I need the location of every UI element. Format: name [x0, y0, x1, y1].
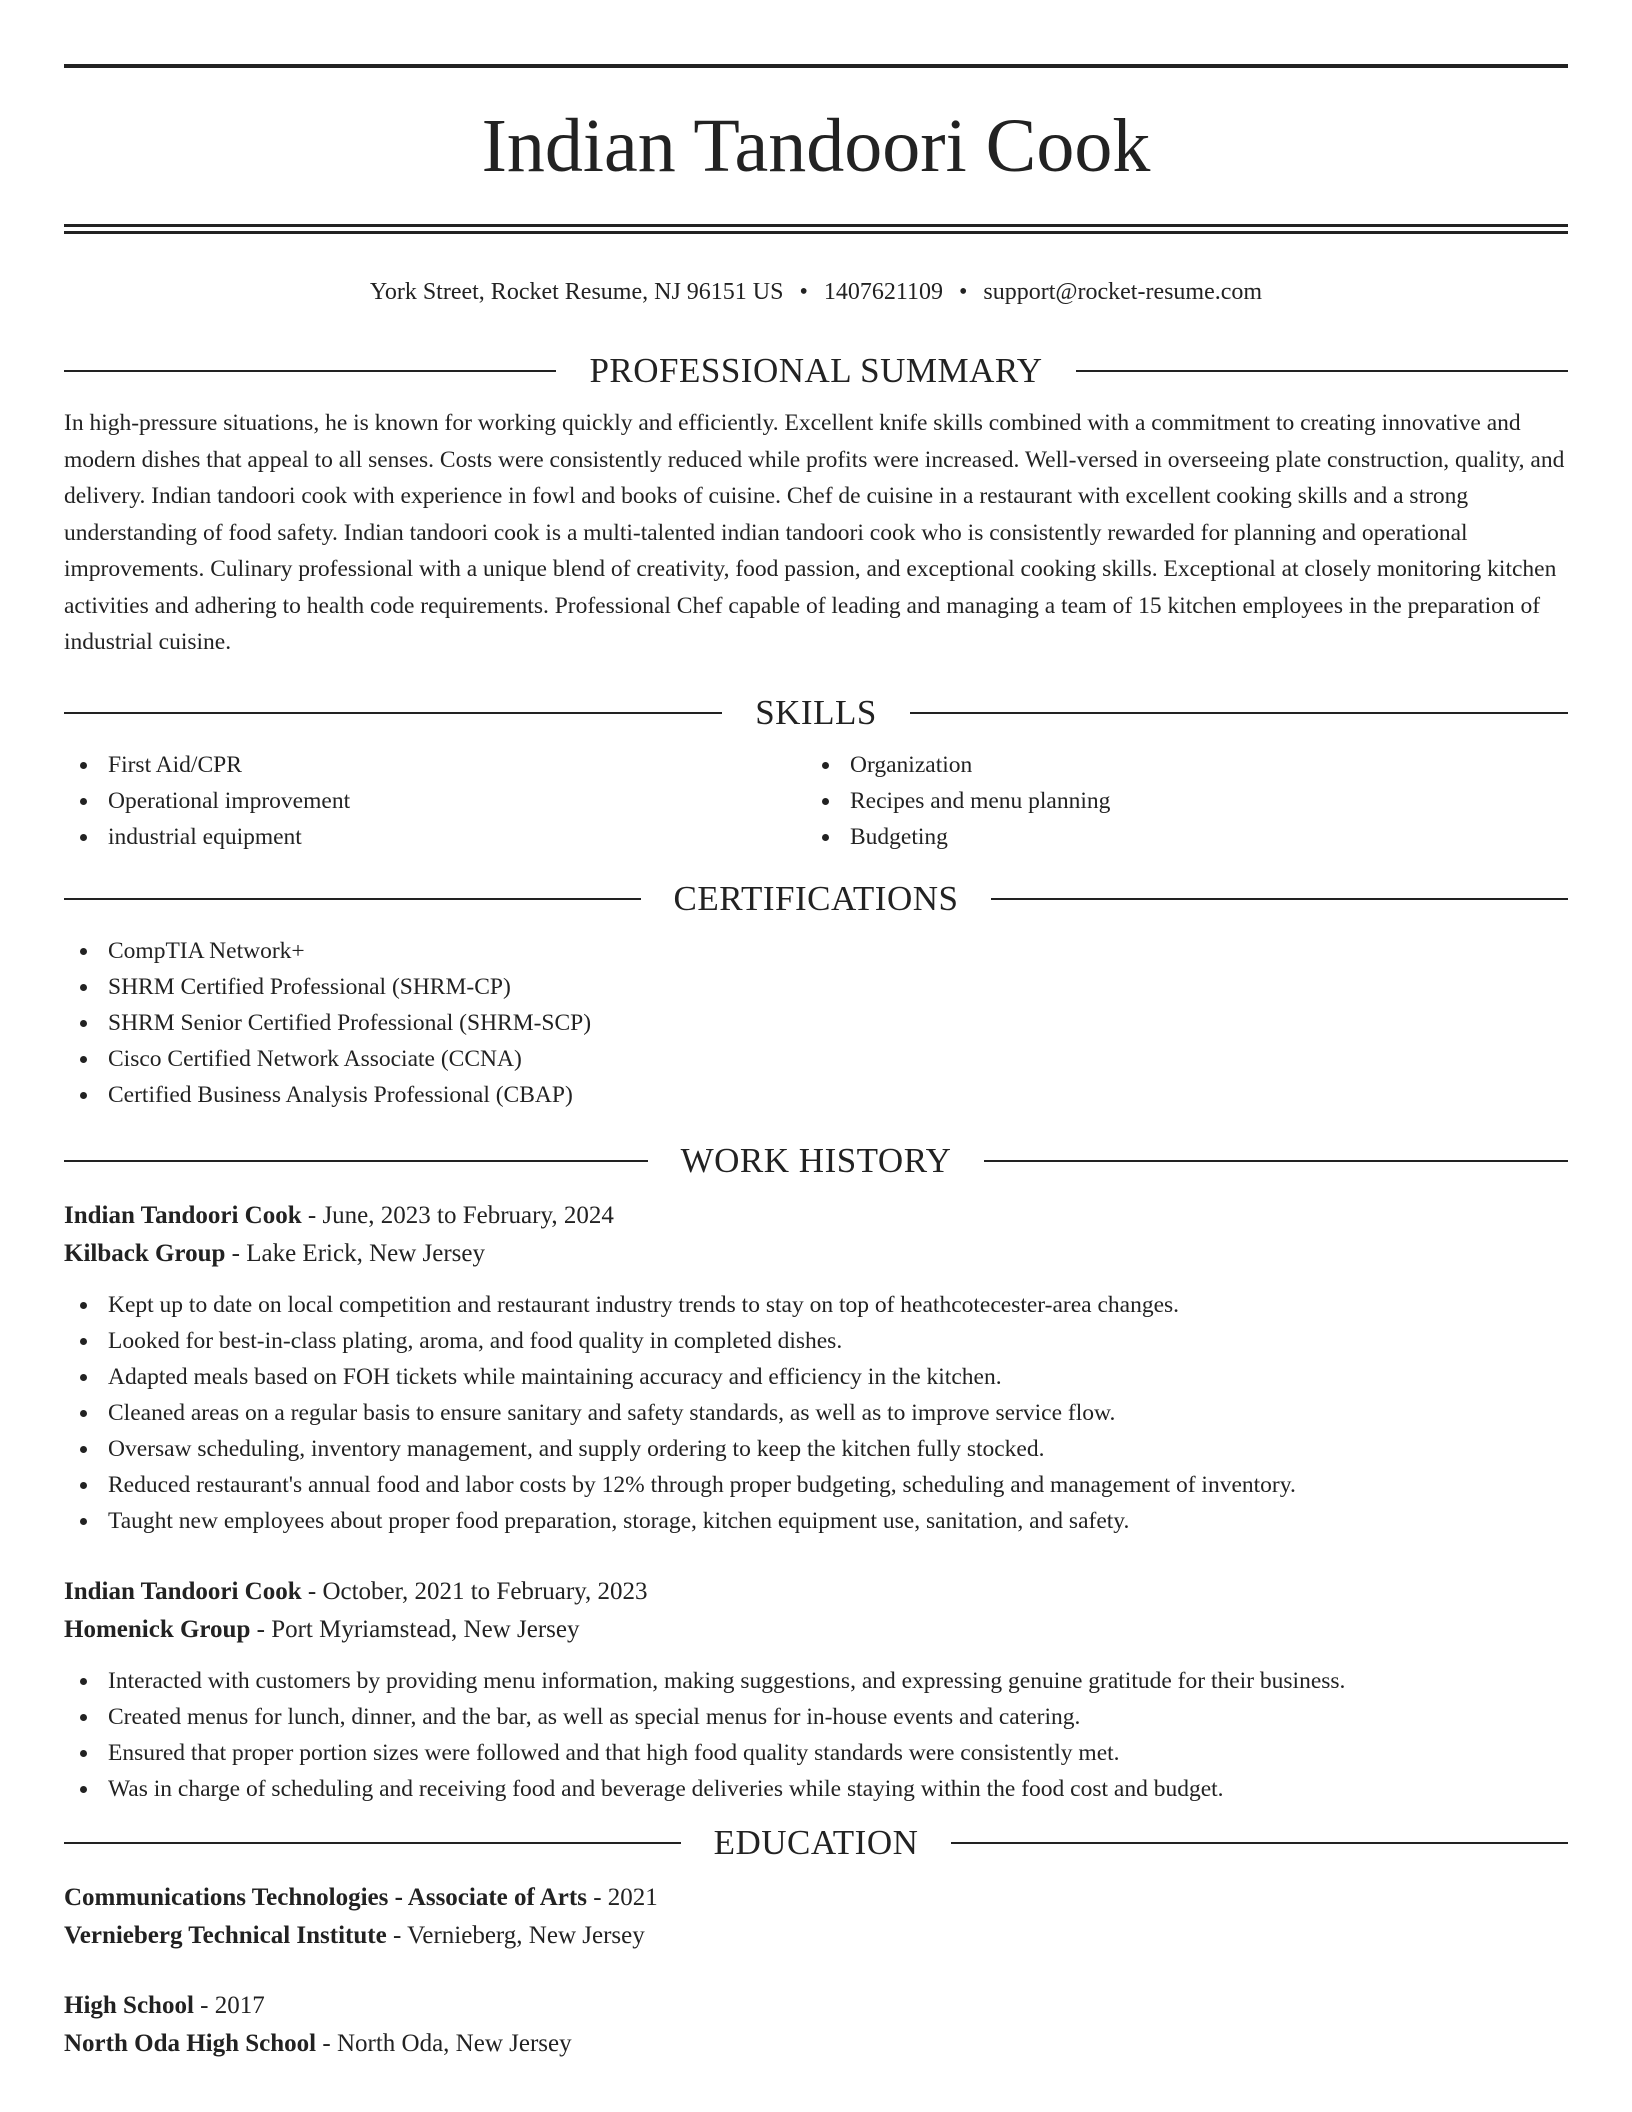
job-company-line — [64, 1611, 1568, 1649]
heading-rule-right — [910, 712, 1568, 714]
job-title-line — [64, 1573, 1568, 1611]
certification-item: CompTIA Network+ — [64, 933, 1568, 969]
job-duty: Reduced restaurant's annual food and labor costs by 12% through proper budgeting, scheduling and management of inventory. — [64, 1467, 1568, 1503]
certification-item: SHRM Certified Professional (SHRM-CP) — [64, 969, 1568, 1005]
work-history-title: WORK HISTORY — [680, 1140, 952, 1180]
contact-phone: 1407621109 — [823, 279, 943, 305]
work-history-heading — [64, 1139, 1568, 1183]
resume-name: Indian Tandoori Cook — [481, 104, 1151, 188]
certifications-title: CERTIFICATIONS — [673, 878, 959, 918]
certifications-heading — [64, 877, 1568, 921]
education-location: - North Oda, New Jersey — [316, 2029, 572, 2057]
education-location: - Vernieberg, New Jersey — [386, 1921, 645, 1949]
education-degree-line — [64, 1879, 1568, 1917]
education-school: North Oda High School — [64, 2029, 317, 2057]
job-dates: - June, 2023 to February, 2024 — [301, 1201, 614, 1229]
education-degree-line — [64, 1987, 1568, 2025]
summary-title: PROFESSIONAL SUMMARY — [589, 351, 1043, 390]
heading-rule-right — [1076, 370, 1568, 372]
contact-address: York Street, Rocket Resume, NJ 96151 US — [369, 279, 784, 305]
skill-item: First Aid/CPR — [64, 747, 806, 783]
job-company: Kilback Group — [64, 1239, 226, 1267]
heading-rule-left — [64, 1842, 681, 1844]
skill-item: Organization — [806, 747, 1548, 783]
heading-rule-left — [64, 1160, 648, 1162]
job-location: - Lake Erick, New Jersey — [225, 1239, 485, 1267]
job-duty: Ensured that proper portion sizes were followed and that high food quality standards were consistently met. — [64, 1735, 1568, 1771]
summary-text: In high-pressure situations, he is known for working quickly and efficiently. Excellent knife skills combined with a commitment to creating innovative and modern dishes that appeal to all senses. Costs were consistently reduced while profits were increased. Well-versed in overseeing plate construction, quality, and delivery. Indian tandoori cook with experience in fowl and books of cuisine. Chef de cuisine in a restaurant with excellent cooking skills and a strong understanding of food safety. Indian tandoori cook is a multi-talented indian tandoori cook who is consistently rewarded for planning and operational improvements. Culinary professional with a unique blend of creativity, food passion, and exceptional cooking skills. Exceptional at closely monitoring kitchen activities and adhering to health code requirements. Professional Chef capable of leading and managing a team of 15 kitchen employees in the preparation of industrial cuisine. — [64, 410, 1565, 655]
job-duty: Oversaw scheduling, inventory management, and supply ordering to keep the kitchen fully stocked. — [64, 1431, 1568, 1467]
job-entry — [64, 1573, 1568, 1807]
education-year: - 2021 — [586, 1883, 658, 1911]
job-entry — [64, 1197, 1568, 1539]
skills-column-left — [64, 747, 806, 855]
heading-rule-right — [991, 898, 1568, 900]
job-title-line — [64, 1197, 1568, 1235]
job-company-line — [64, 1235, 1568, 1273]
education-degree: Communications Technologies - Associate of Arts — [64, 1883, 587, 1911]
job-duty: Adapted meals based on FOH tickets while maintaining accuracy and efficiency in the kitchen. — [64, 1359, 1568, 1395]
contact-separator: • — [958, 279, 968, 305]
certification-item: Certified Business Analysis Professional (CBAP) — [64, 1077, 1568, 1113]
heading-rule-right — [951, 1842, 1568, 1844]
contact-line — [64, 276, 1568, 308]
resume-page — [64, 64, 1568, 2063]
job-duty: Interacted with customers by providing menu information, making suggestions, and expressing genuine gratitude for their business. — [64, 1663, 1568, 1699]
job-duties-list — [64, 1663, 1568, 1807]
education-title: EDUCATION — [713, 1822, 919, 1862]
job-duty: Taught new employees about proper food preparation, storage, kitchen equipment use, sanitation, and safety. — [64, 1503, 1568, 1539]
job-title: Indian Tandoori Cook — [64, 1201, 302, 1229]
heading-rule-right — [984, 1160, 1568, 1162]
education-heading — [64, 1821, 1568, 1865]
skill-item: Recipes and menu planning — [806, 783, 1548, 819]
summary-heading — [64, 349, 1568, 393]
skill-item: Operational improvement — [64, 783, 806, 819]
job-duty: Created menus for lunch, dinner, and the bar, as well as special menus for in-house events and catering. — [64, 1699, 1568, 1735]
job-company: Homenick Group — [64, 1615, 251, 1643]
job-title: Indian Tandoori Cook — [64, 1577, 302, 1605]
job-duty: Kept up to date on local competition and restaurant industry trends to stay on top of heathcotecester-area changes. — [64, 1287, 1568, 1323]
contact-separator: • — [799, 279, 808, 305]
skills-title: SKILLS — [755, 692, 877, 732]
top-rule — [64, 64, 1568, 68]
education-school-line — [64, 2025, 1568, 2063]
heading-rule-left — [64, 898, 641, 900]
job-duties-list — [64, 1287, 1568, 1539]
skills-column-right — [806, 747, 1548, 855]
heading-rule-left — [64, 370, 556, 372]
job-duty: Cleaned areas on a regular basis to ensure sanitary and safety standards, as well as to improve service flow. — [64, 1395, 1568, 1431]
job-location: - Port Myriamstead, New Jersey — [250, 1615, 580, 1643]
skills-list — [64, 747, 1568, 855]
heading-rule-left — [64, 712, 722, 714]
job-dates: - October, 2021 to February, 2023 — [301, 1577, 648, 1605]
contact-email: support@rocket-resume.com — [983, 279, 1263, 305]
skill-item: Budgeting — [806, 819, 1548, 855]
certification-item: SHRM Senior Certified Professional (SHRM-SCP) — [64, 1005, 1568, 1041]
education-school: Vernieberg Technical Institute — [64, 1921, 387, 1949]
education-entry — [64, 1987, 1568, 2063]
education-degree: High School — [64, 1991, 194, 2019]
education-year: - 2017 — [193, 1991, 265, 2019]
job-duty: Looked for best-in-class plating, aroma, and food quality in completed dishes. — [64, 1323, 1568, 1359]
double-rule — [64, 224, 1568, 234]
skills-heading — [64, 691, 1568, 735]
job-duty: Was in charge of scheduling and receiving food and beverage deliveries while staying within the food cost and budget. — [64, 1771, 1568, 1807]
certification-item: Cisco Certified Network Associate (CCNA) — [64, 1041, 1568, 1077]
certifications-list — [64, 933, 1568, 1113]
education-entry — [64, 1879, 1568, 1955]
skill-item: industrial equipment — [64, 819, 806, 855]
education-school-line — [64, 1917, 1568, 1955]
